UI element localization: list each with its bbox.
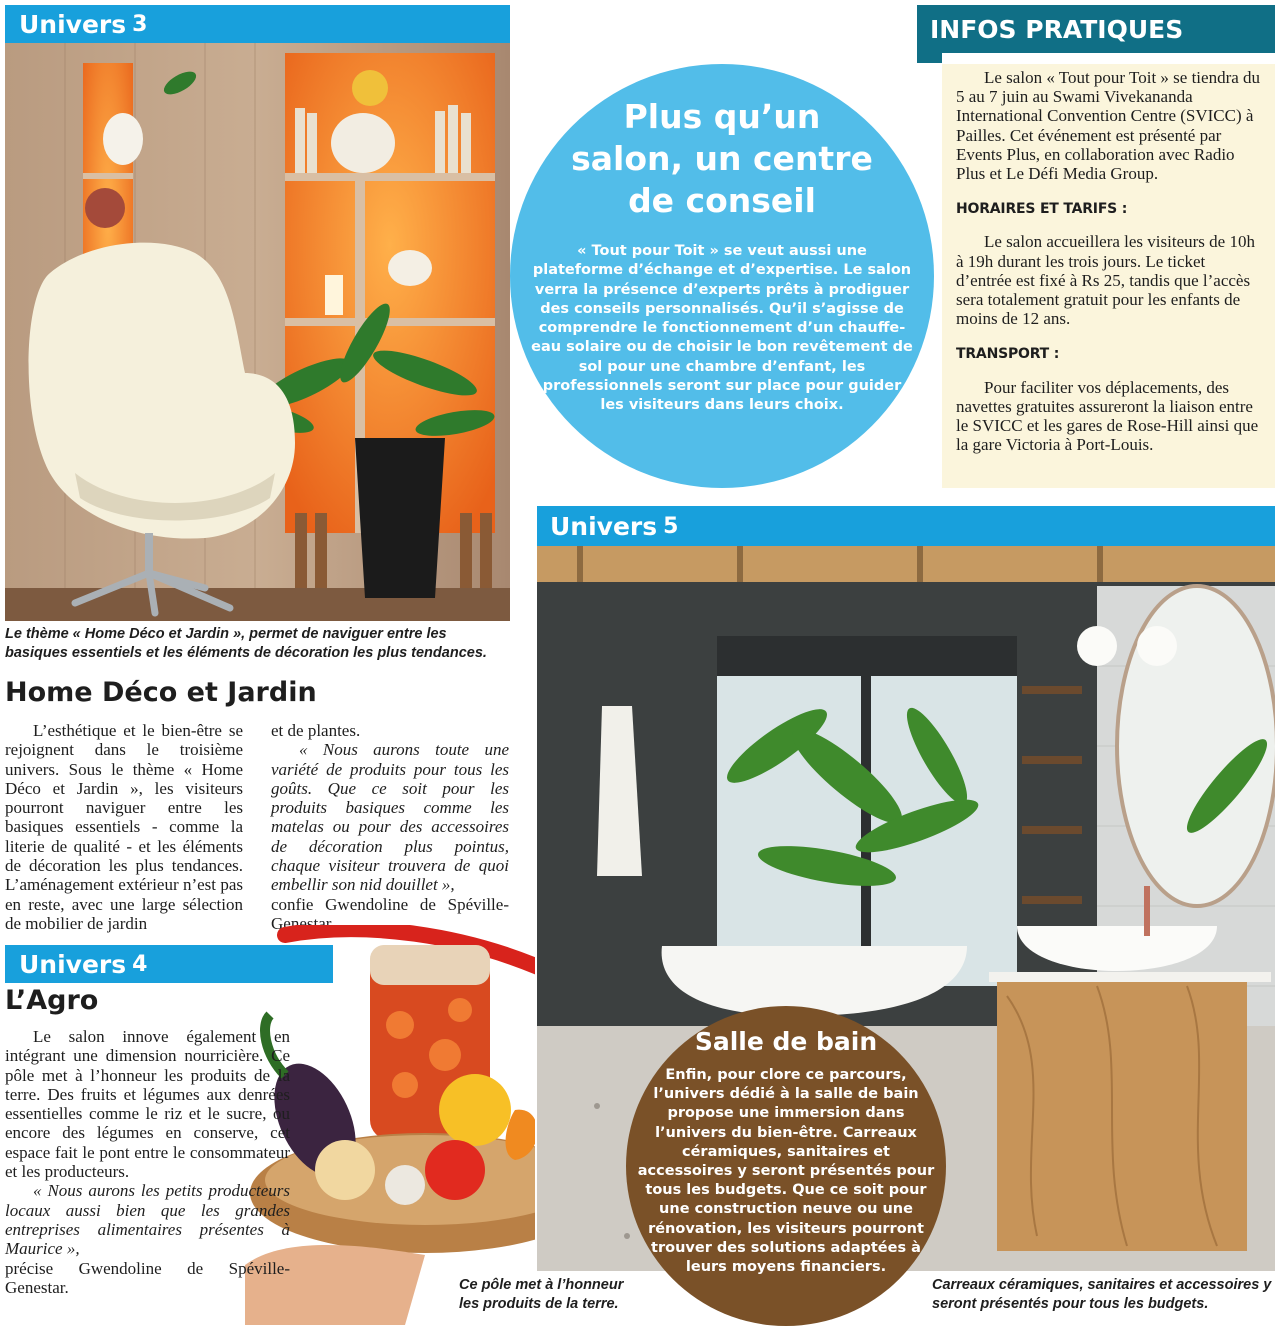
univers3-col1: L’esthétique et le bien-être se rejoignent dans le troisième univers. Sous le thème « Home Déco et Jardin », les visiteurs pourront naviguer entre les basiques essentiels - comme la literie de qualité - et les éléments de décoration les plus tendances. L’aménagement extérieur n’est pas en reste, avec une large sélection de mobilier de jardin: [5, 721, 243, 933]
univers4-quote: « Nous aurons les petits producteurs locaux aussi bien que les grandes entreprises alimentaires présentes à Maurice »,: [5, 1181, 290, 1259]
infos-intro: Le salon « Tout pour Toit » se tiendra du 5 au 7 juin au Swami Vivekananda International Convention Centre (SVICC) à Pailles. Cet événement est présenté par Events Plus, en collaboration avec Radio Plus et Le Défi Media Group.: [956, 68, 1261, 184]
conseil-circle: [510, 64, 934, 488]
univers5-number: 5: [663, 513, 679, 539]
univers3-col2-start: et de plantes.: [271, 721, 361, 740]
infos-box: [942, 64, 1275, 488]
egg-chair-photo: [5, 43, 510, 621]
univers3-quote: « Nous aurons toute une variété de produits pour tous les goûts. Que ce soit pour les produits basiques comme les matelas ou pour des accessoires de décoration plus pointus, chaque visiteur trouvera de quoi embellir son nid douillet »,: [271, 740, 509, 895]
infos-accent-bar: [917, 53, 942, 63]
infos-header: INFOS PRATIQUES: [930, 14, 1184, 44]
egg-chair-illustration: [5, 43, 510, 621]
univers4-number: 4: [132, 951, 148, 977]
univers4-text1: Le salon innove également en intégrant une dimension nourricière. Ce pôle met à l’honneur les produits de la terre. Des fruits et légumes aux denrées essentielles comme le riz et le sucre, ou encore des légumes en conserve, cet espace fait le pont entre le consommateur et les producteurs.: [5, 1027, 290, 1182]
univers4-quote-end: précise Gwendoline de Spéville-Genestar.: [5, 1258, 290, 1297]
univers3-col2-end: confie Gwendoline de Spéville-Genestar.: [271, 894, 509, 933]
conseil-text: « Tout pour Toit » se veut aussi une plateforme d’échange et d’expertise. Le salon verra la présence d’experts prêts à prodiguer des conseils personnalisés. Qu’il s’agisse de comprendre le fonctionnement d’un chauffe-eau solaire ou de choisir le bon revêtement de sol pour une chambre d’enfant, les professionnels seront sur place pour guider les visiteurs dans leurs choix.: [531, 243, 913, 414]
univers3-title: Home Déco et Jardin: [5, 677, 317, 708]
transport-text: Pour faciliter vos déplacements, des navettes gratuites assureront la liaison entre le SVICC et les gares de Rose-Hill ainsi que la gare Victoria à Port-Louis.: [956, 377, 1259, 455]
univers4-text: [5, 1027, 290, 1297]
univers4-label: Univers: [19, 949, 127, 979]
univers5-label: Univers: [550, 511, 658, 541]
univers4-photo-caption: Ce pôle met à l’honneur les produits de la terre.: [459, 1277, 624, 1312]
salle-de-bain-text: Enfin, pour clore ce parcours, l’univers dédié à la salle de bain propose une immersion dans l’univers du bien-être. Carreaux céramiques, sanitaires et accessoires y seront présentés pour tous les budgets. Que ce soit pour une construction neuve ou une rénovation, les visiteurs pourront trouver des solutions adaptées à leurs moyens financiers.: [637, 1067, 935, 1276]
transport-title: TRANSPORT :: [956, 346, 1060, 363]
infos-banner: [917, 5, 1275, 53]
univers5-photo-caption: Carreaux céramiques, sanitaires et accessoires y seront présentés pour tous les budgets.: [932, 1277, 1272, 1312]
univers3-banner: [5, 5, 510, 43]
univers5-banner: [537, 506, 1275, 546]
univers3-number: 3: [132, 11, 148, 37]
horaires-title: HORAIRES ET TARIFS :: [956, 201, 1128, 218]
univers4-title: L’Agro: [5, 985, 99, 1016]
horaires-text: Le salon accueillera les visiteurs de 10h à 19h durant les trois jours. Le ticket d’entrée est fixé à Rs 25, tandis que l’accès sera totalement gratuit pour les enfants de moins de 12 ans.: [956, 232, 1255, 329]
univers3-photo-caption: Le thème « Home Déco et Jardin », permet de naviguer entre les basiques essentiels et les éléments de décoration les plus tendances.: [5, 626, 487, 661]
salle-de-bain-circle: [626, 1006, 946, 1326]
univers3-col2: [271, 721, 509, 933]
univers3-label: Univers: [19, 9, 127, 39]
conseil-title: Plus qu’un salon, un centre de conseil: [571, 97, 873, 220]
salle-de-bain-title: Salle de bain: [694, 1027, 878, 1056]
